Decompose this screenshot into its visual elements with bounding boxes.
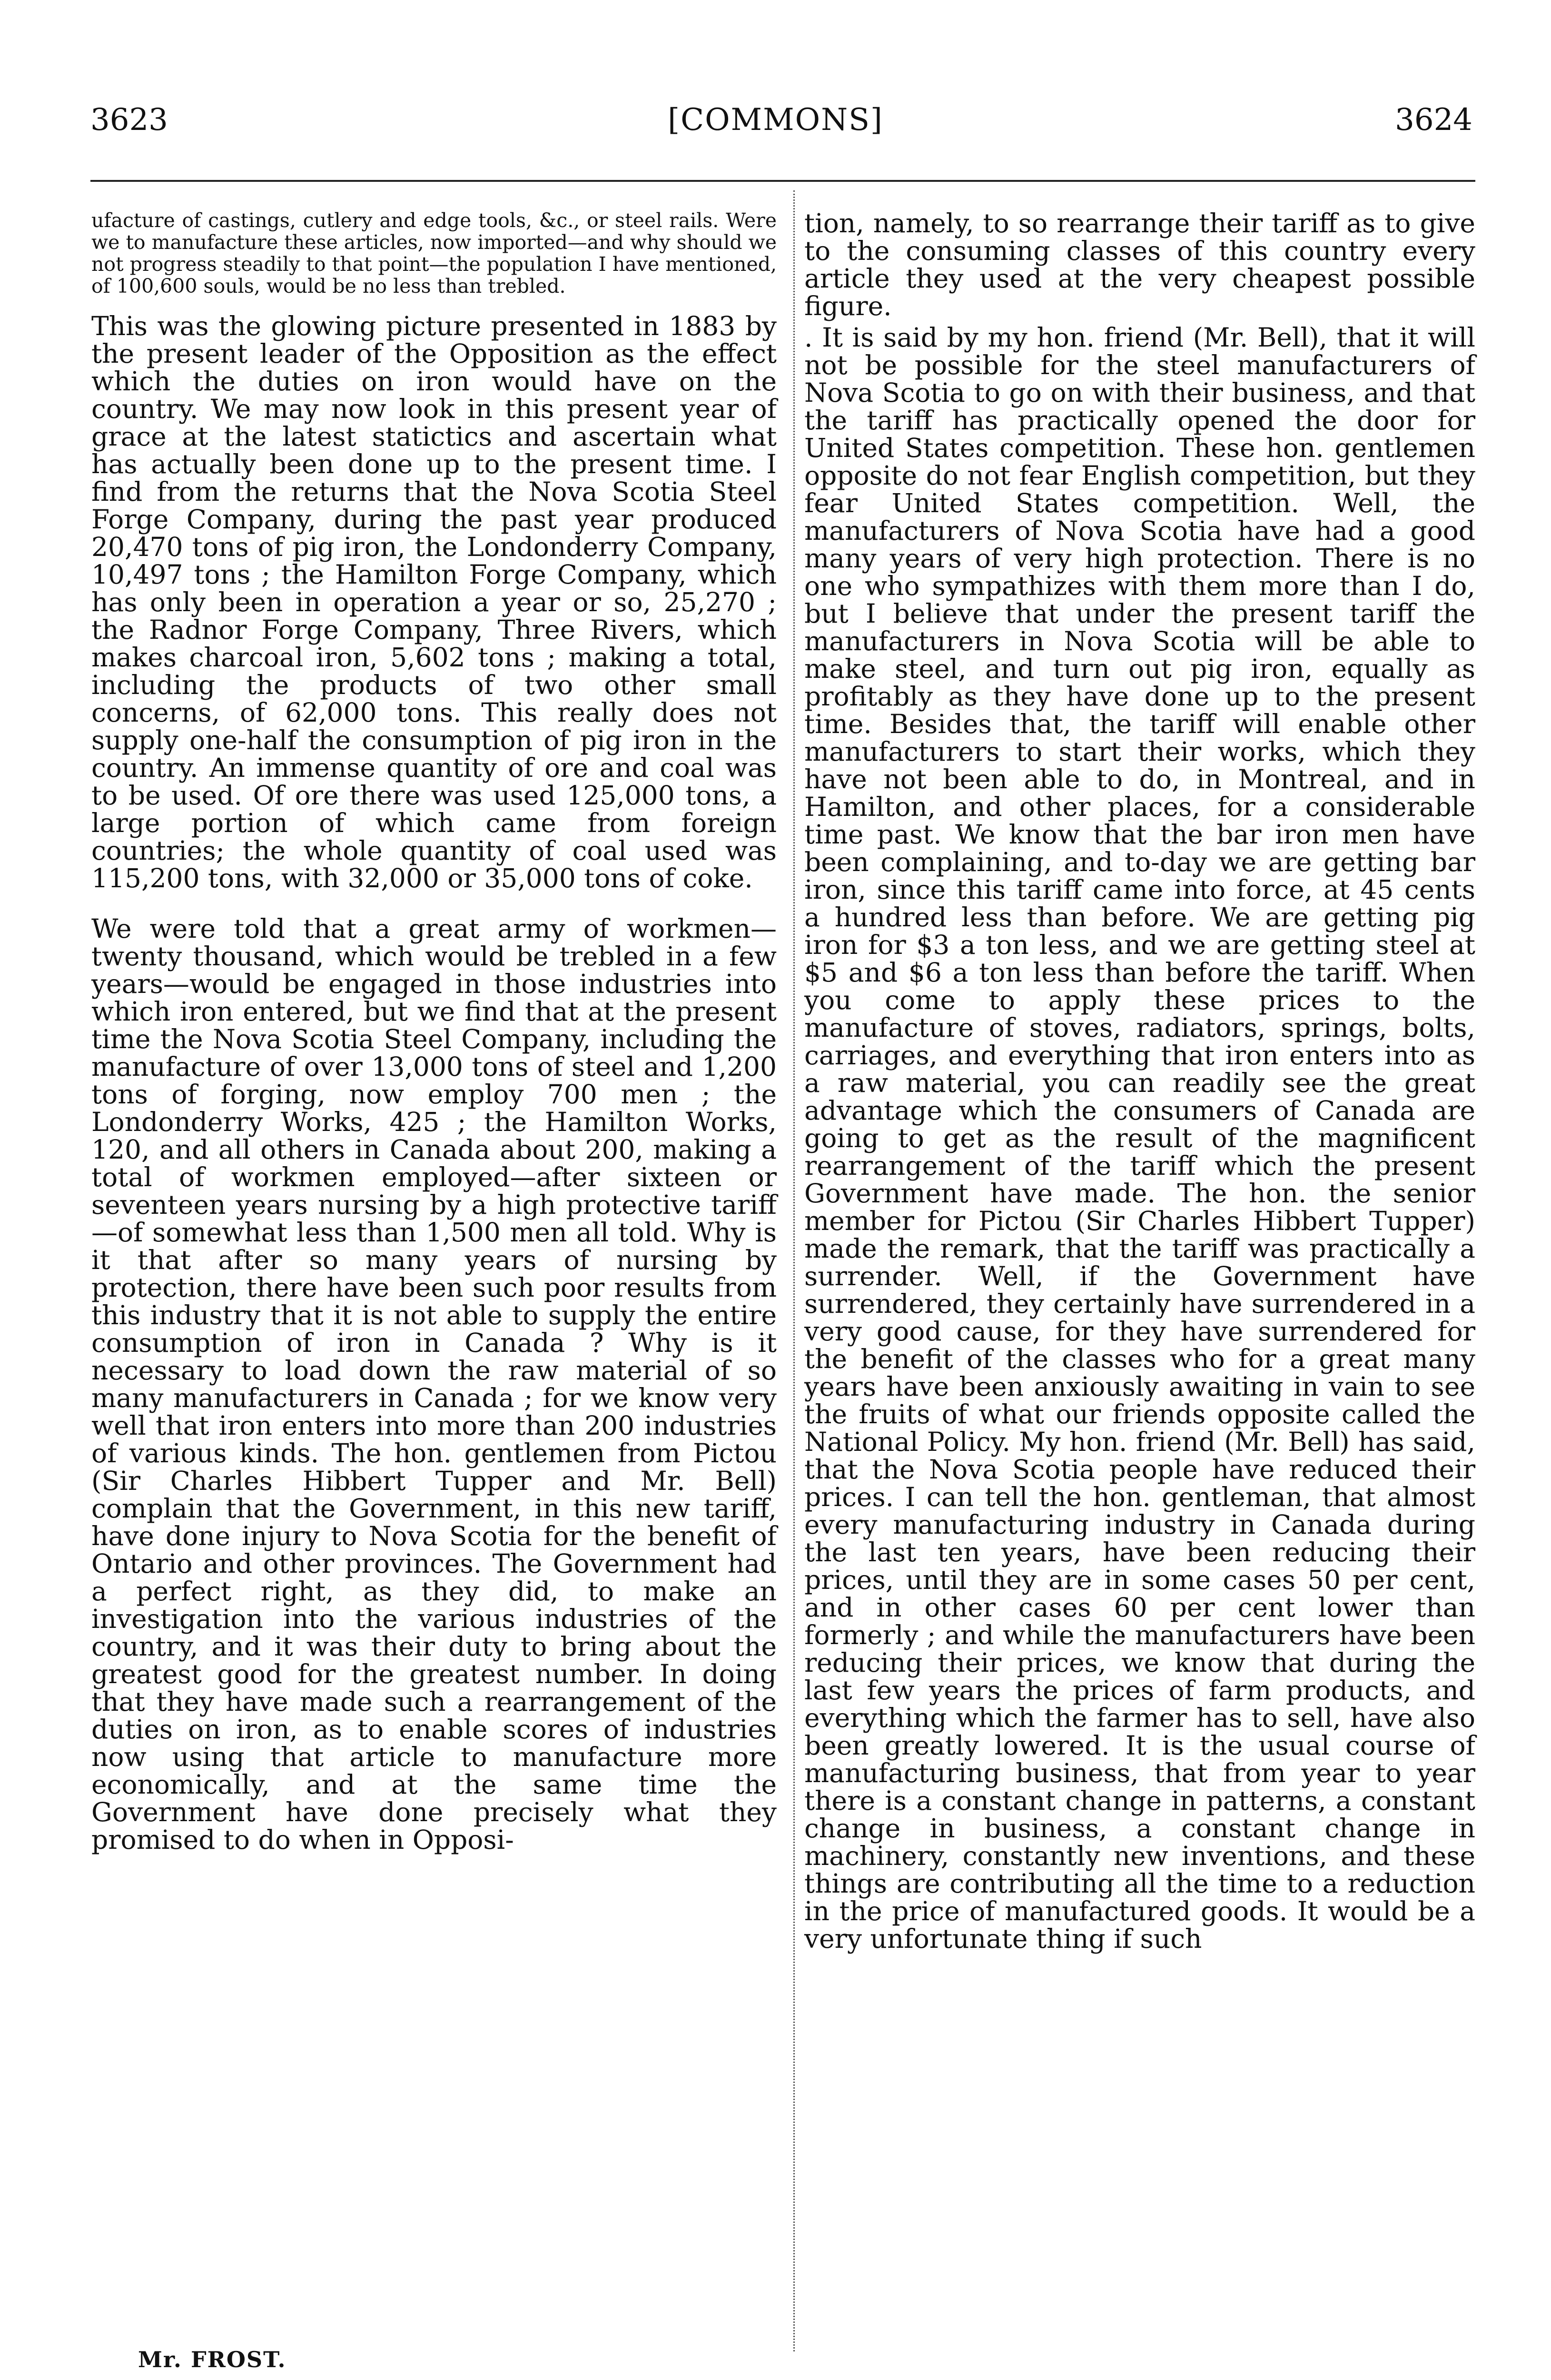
paragraph: This was the glowing picture presented in 1883 by the present leader of the Opposition as the effect which the duties on iron would have on the country. We may now look in this present year of grace at the latest statictics and ascertain what has actually been done up to the present time. I find from the returns that the Nova Scotia Steel Forge Company, during the past year produced 20,470 tons of pig iron, the Londonderry Company, 10,497 tons ; the Hamilton Forge Company, which has only been in operation a year or so, 25,270 ; the Radnor Forge Company, Three Rivers, which makes charcoal iron, 5,602 tons ; making a total, including the products of two other small concerns, of 62,000 tons. This really does not supply one-half the consumption of pig iron in the country. An immense quantity of ore and coal was to be used. Of ore there was used 125,000 tons, a large portion of which came from foreign countries; the whole quantity of coal used was 115,200 tons, with 32,000 or 35,000 tons of coke. xyxy=(91,311,777,893)
quoted-passage: ufacture of castings, cutlery and edge tools, &c., or steel rails. Were we to manufacture these articles, now imported—and why should we not progress steadily to that point—the population I have mentioned, of 100,600 souls, would be no less than trebled. xyxy=(91,209,777,298)
column-divider xyxy=(793,190,795,2351)
paragraph: . It is said by my hon. friend (Mr. Bell), that it will not be possible for the steel manufacturers of Nova Scotia to go on with their business, and that the tariff has practically opened the door for United States competition. These hon. gentlemen opposite do not fear English competition, but they fear United States competition. Well, the manufacturers of Nova Scotia have had a good many years of very high protection. There is no one who sympathizes with them more than I do, but I believe that under the present tariff the manufacturers in Nova Scotia will be able to make steel, and turn out pig iron, equally as profitably as they have done up to the present time. Besides that, the tariff will enable other manufacturers to start their works, which they have not been able to do, in Montreal, and in Hamilton, and other places, for a considerable time past. We know that the bar iron men have been complaining, and to-day we are getting bar iron, since this tariff came into force, at 45 cents a hundred less than before. We are getting pig iron for $3 a ton less, and we are getting steel at $5 and $6 a ton less than before the tariff. When you come to apply these prices to the manufacture of stoves, radiators, springs, bolts, carriages, and everything that iron enters into as a raw material, you can readily see the great advantage which the consumers of Canada are going to get as the result of the magnificent rearrangement of the tariff which the present Government have made. The hon. the senior member for Pictou (Sir Charles Hibbert Tupper) made the remark, that the tariff was practically a surrender. Well, if the Government have surrendered, they certainly have surrendered in a very good cause, for they have surrendered for the benefit of the classes who for a great many years have been anxiously awaiting in vain to see the fruits of what our friends opposite called the National Policy. My hon. friend (Mr. Bell) has said, that the Nova Scotia people have reduced their prices. I can tell the hon. gentleman, that almost every manufacturing industry in Canada during the last ten years, have been reducing their prices, until they are in some cases 50 per cent, and in other cases 60 per cent lower than formerly ; and while the manufacturers have been reducing their prices, we know that during the last few years the prices of farm products, and everything which the farmer has to sell, have also been greatly lowered. It is the usual course of manufacturing business, that from year to year there is a constant change in patterns, a constant change in business, a constant change in machinery, constantly new inventions, and these things are contributing all the time to a reduction in the price of manufactured goods. It would be a very unfortunate thing if such xyxy=(804,322,1475,1954)
speaker-footer: Mr. FROST. xyxy=(138,2347,286,2372)
left-column xyxy=(91,209,777,1876)
header-rule xyxy=(90,180,1475,182)
paragraph: We were told that a great army of workmen—twenty thousand, which would be trebled in a few years—would be engaged in those industries into which iron entered, but we find that at the present time the Nova Scotia Steel Company, including the manufacture of over 13,000 tons of steel and 1,200 tons of forging, now employ 700 men ; the Londonderry Works, 425 ; the Hamilton Works, 120, and all others in Canada about 200, making a total of workmen employed—after sixteen or seventeen years nursing by a high protective tariff—of somewhat less than 1,500 men all told. Why is it that after so many years of nursing by protection, there have been such poor results from this industry that it is not able to supply the entire consumption of iron in Canada ? Why is it necessary to load down the raw material of so many manufacturers in Canada ; for we know very well that iron enters into more than 200 industries of various kinds. The hon. gentlemen from Pictou (Sir Charles Hibbert Tupper and Mr. Bell) complain that the Government, in this new tariff, have done injury to Nova Scotia for the benefit of Ontario and other provinces. The Government had a perfect right, as they did, to make an investigation into the various industries of the country, and it was their duty to bring about the greatest good for the greatest number. In doing that they have made such a rearrangement of the duties on iron, as to enable scores of industries now using that article to manufacture more economically, and at the same time the Government have done precisely what they promised to do when in Opposi- xyxy=(91,913,777,1855)
right-column xyxy=(804,209,1475,1956)
paragraph: tion, namely, to so rearrange their tariff as to give to the consuming classes of this country every article they used at the very cheapest possible figure. xyxy=(804,208,1475,321)
section-title: [COMMONS] xyxy=(668,102,883,138)
page-number-right: 3624 xyxy=(1395,102,1472,138)
page-number-left: 3623 xyxy=(90,102,168,138)
